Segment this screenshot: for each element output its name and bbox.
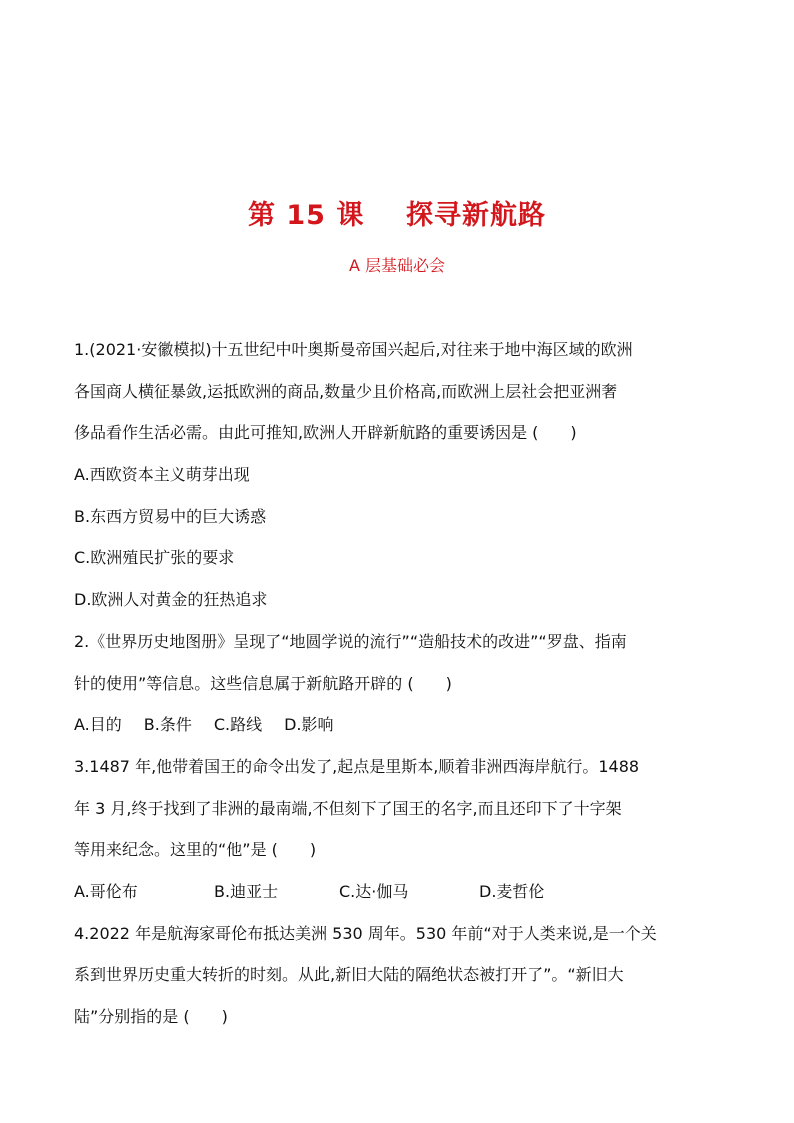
question-1 <box>74 329 724 621</box>
question-2-line-2: 针的使用”等信息。这些信息属于新航路开辟的 ( ) <box>74 673 452 693</box>
question-2-option-b[interactable]: B.条件 <box>143 715 192 735</box>
question-1-option-a[interactable]: A.西欧资本主义萌芽出现 <box>74 465 250 485</box>
question-1-option-b[interactable]: B.东西方贸易中的巨大诱惑 <box>74 506 267 526</box>
question-4-line-2: 系到世界历史重大转折的时刻。从此,新旧大陆的隔绝状态被打开了”。“新旧大 <box>74 965 624 985</box>
question-2-option-c[interactable]: C.路线 <box>213 715 263 735</box>
question-3-line-1: 3.1487 年,他带着国王的命令出发了,起点是里斯本,顺着非洲西海岸航行。1488 <box>74 756 640 776</box>
question-1-line-2: 各国商人横征暴敛,运抵欧洲的商品,数量少且价格高,而欧洲上层社会把亚洲奢 <box>74 381 618 401</box>
question-2-option-d[interactable]: D.影响 <box>284 715 334 735</box>
question-2-option-a[interactable]: A.目的 <box>74 715 122 735</box>
question-3-option-c[interactable]: C.达·伽马 <box>339 881 409 901</box>
question-3-option-d[interactable]: D.麦哲伦 <box>479 881 545 901</box>
question-3-line-2: 年 3 月,终于找到了非洲的最南端,不但刻下了国王的名字,而且还印下了十字架 <box>74 798 622 818</box>
question-4-line-3: 陆”分别指的是 ( ) <box>74 1007 228 1026</box>
question-1-option-d[interactable]: D.欧洲人对黄金的狂热追求 <box>74 590 268 610</box>
question-1-option-c[interactable]: C.欧洲殖民扩张的要求 <box>74 548 235 568</box>
question-3-option-a[interactable]: A.哥伦布 <box>74 881 138 901</box>
question-3-options <box>74 871 724 913</box>
question-4-line-1: 4.2022 年是航海家哥伦布抵达美洲 530 周年。530 年前“对于人类来说,是一个关 <box>74 923 657 943</box>
question-4 <box>74 913 724 1038</box>
question-1-line-1: 1.(2021·安徽模拟)十五世纪中叶奥斯曼帝国兴起后,对往来于地中海区域的欧洲 <box>74 340 633 359</box>
question-1-line-3: 侈品看作生活必需。由此可推知,欧洲人开辟新航路的重要诱因是 ( ) <box>74 423 577 443</box>
question-3 <box>74 746 724 913</box>
question-2 <box>74 621 724 746</box>
question-3-line-3: 等用来纪念。这里的“他”是 ( ) <box>74 840 317 860</box>
section-subtitle: A 层基础必会 <box>348 256 446 275</box>
question-2-line-1: 2.《世界历史地图册》呈现了“地圆学说的流行”“造船技术的改进”“罗盘、指南 <box>74 631 627 651</box>
question-list <box>74 329 724 1038</box>
question-3-option-b[interactable]: B.迪亚士 <box>214 881 279 901</box>
question-2-options <box>74 704 724 746</box>
lesson-title: 第 15 课 探寻新航路 <box>248 200 546 231</box>
